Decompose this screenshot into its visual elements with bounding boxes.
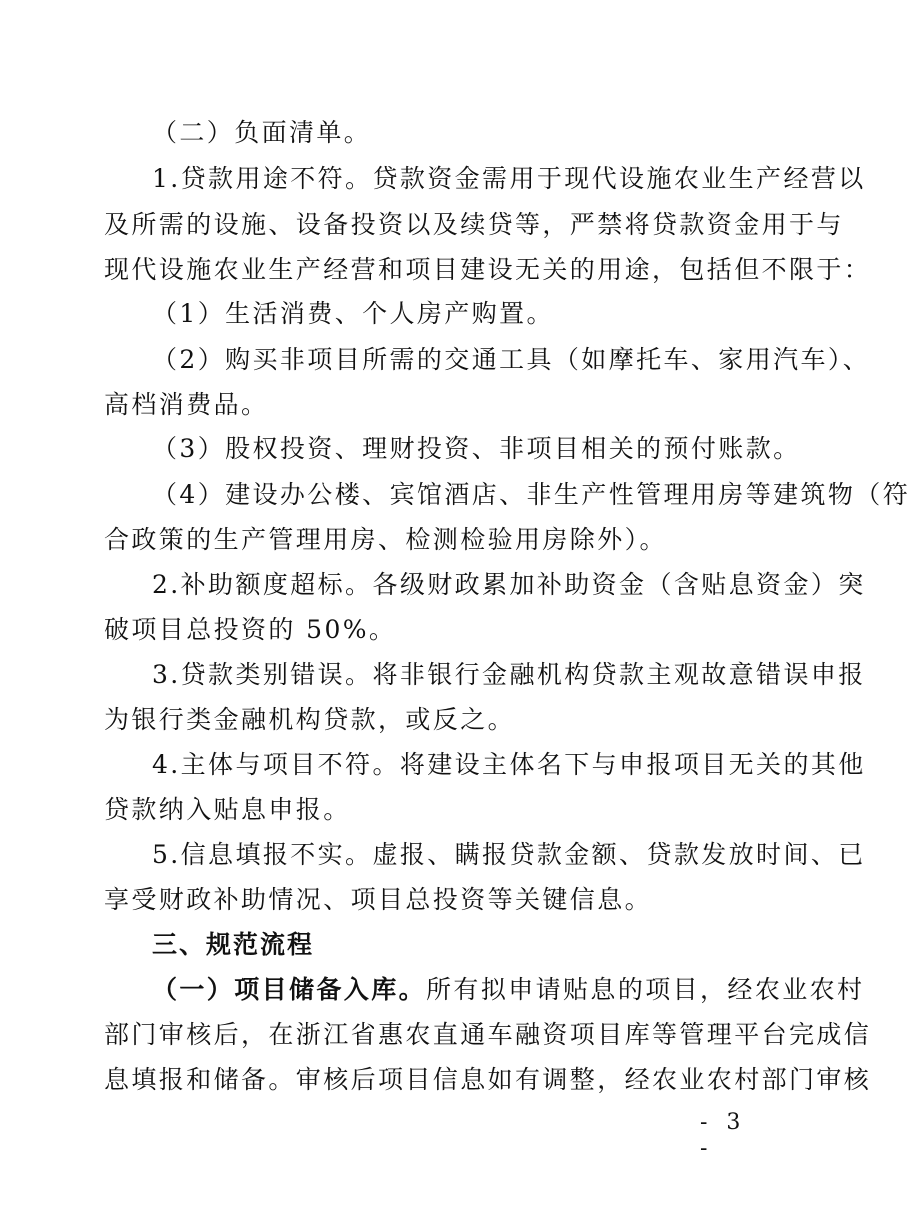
paragraph-line: 破项目总投资的 50%。 xyxy=(104,615,397,644)
paragraph-line: 现代设施农业生产经营和项目建设无关的用途，包括但不限于： xyxy=(104,255,872,284)
paragraph-line: 部门审核后，在浙江省惠农直通车融资项目库等管理平台完成信 xyxy=(104,1020,872,1049)
paragraph-text: 所有拟申请贴息的项目，经农业农村 xyxy=(426,975,865,1004)
list-item-line: 高档消费品。 xyxy=(104,390,269,419)
list-item-line: （2）购买非项目所需的交通工具（如摩托车、家用汽车）、 xyxy=(152,345,871,374)
paragraph-line: 1.贷款用途不符。贷款资金需用于现代设施农业生产经营以 xyxy=(152,164,866,193)
section-heading-standard-process: 三、规范流程 xyxy=(152,930,315,959)
paragraph-line: 及所需的设施、设备投资以及续贷等，严禁将贷款资金用于与 xyxy=(104,210,844,239)
paragraph-line: 贷款纳入贴息申报。 xyxy=(104,795,351,824)
paragraph-line: 为银行类金融机构贷款，或反之。 xyxy=(104,705,516,734)
paragraph-line: 5.信息填报不实。虚报、瞒报贷款金额、贷款发放时间、已 xyxy=(152,840,866,869)
page-number: - 3 - xyxy=(700,1110,747,1161)
subsection-heading-negative-list: （二）负面清单。 xyxy=(152,118,372,147)
list-item-line: （1）生活消费、个人房产购置。 xyxy=(152,299,554,328)
paragraph-line: 息填报和储备。审核后项目信息如有调整，经农业农村部门审核 xyxy=(104,1065,872,1094)
paragraph-line: 3.贷款类别错误。将非银行金融机构贷款主观故意错误申报 xyxy=(152,660,866,689)
paragraph-line: 2.补助额度超标。各级财政累加补助资金（含贴息资金）突 xyxy=(152,570,866,599)
list-item-line: （3）股权投资、理财投资、非项目相关的预付账款。 xyxy=(152,434,801,463)
paragraph-line xyxy=(152,975,865,1005)
paragraph-line: 4.主体与项目不符。将建设主体名下与申报项目无关的其他 xyxy=(152,750,866,779)
subsection-lead-project-reserve: （一）项目储备入库。 xyxy=(152,975,427,1004)
list-item-line: （4）建设办公楼、宾馆酒店、非生产性管理用房等建筑物（符 xyxy=(152,480,910,509)
list-item-line: 合政策的生产管理用房、检测检验用房除外）。 xyxy=(104,525,667,554)
paragraph-line: 享受财政补助情况、项目总投资等关键信息。 xyxy=(104,885,653,914)
